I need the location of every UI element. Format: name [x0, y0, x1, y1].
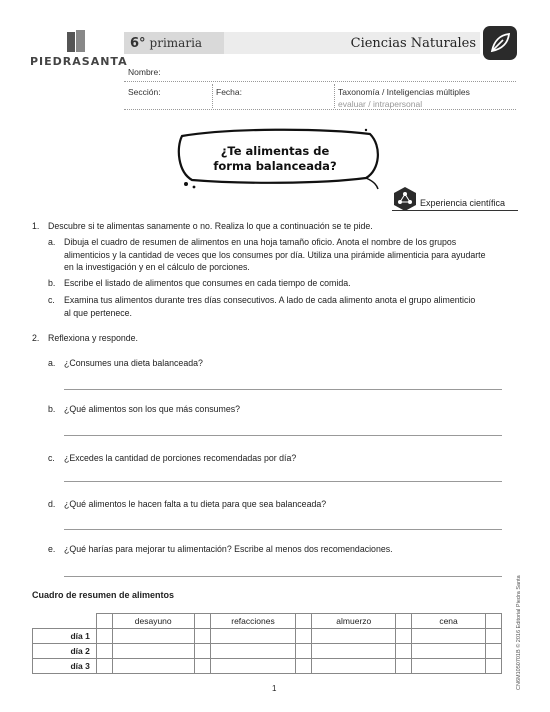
table-cell[interactable]	[210, 644, 296, 659]
question-c-letter: c.	[48, 453, 55, 463]
row-label-day-3: día 3	[33, 659, 97, 674]
name-line[interactable]	[124, 81, 516, 82]
column-header-desayuno: desayuno	[112, 614, 194, 629]
table-row	[33, 644, 502, 659]
instruction-2-text: Reflexiona y responde.	[48, 333, 138, 343]
question-a-letter: a.	[48, 358, 56, 368]
instruction-1c-line: Examina tus alimentos durante tres días consecutivos. A lado de cada alimento anota el grupo alimenticio	[64, 295, 476, 305]
table-cell[interactable]	[96, 659, 112, 674]
table-cell[interactable]	[312, 629, 396, 644]
question-a-text: ¿Consumes una dieta balanceada?	[64, 358, 203, 368]
table-cell[interactable]	[296, 629, 312, 644]
table-cell[interactable]	[296, 659, 312, 674]
table-cell[interactable]	[194, 644, 210, 659]
table-cell[interactable]	[210, 629, 296, 644]
table-row	[33, 629, 502, 644]
logo-text: PIEDRASANTA	[30, 55, 128, 68]
table-cell[interactable]	[112, 644, 194, 659]
leaf-icon	[483, 26, 517, 60]
table-cell[interactable]	[296, 614, 312, 629]
table-corner	[33, 614, 97, 629]
answer-line-a[interactable]	[64, 389, 502, 390]
book-logo-icon	[64, 30, 88, 52]
experience-label: Experiencia científica	[420, 198, 506, 208]
question-c-text: ¿Excedes la cantidad de porciones recomendadas por día?	[64, 453, 297, 463]
table-cell[interactable]	[412, 659, 486, 674]
instruction-1a-line: Dibuja el cuadro de resumen de alimentos en una hoja tamaño oficio. Anota el nombre de los grupos	[64, 237, 457, 247]
table-cell[interactable]	[112, 659, 194, 674]
instruction-1c-letter: c.	[48, 295, 55, 305]
instruction-1b-letter: b.	[48, 278, 56, 288]
page-number: 1	[272, 684, 277, 693]
table-cell[interactable]	[412, 629, 486, 644]
instruction-2-number: 2.	[32, 333, 40, 343]
divider	[334, 84, 335, 108]
instruction-1c-line: al que pertenece.	[64, 307, 132, 318]
table-cell[interactable]	[296, 644, 312, 659]
answer-line-c[interactable]	[64, 481, 502, 482]
answer-line-d[interactable]	[64, 529, 502, 530]
table-cell[interactable]	[396, 659, 412, 674]
table-cell[interactable]	[485, 614, 501, 629]
table-cell[interactable]	[112, 629, 194, 644]
title-line-2: forma balanceada?	[213, 159, 337, 173]
grade-bar	[124, 32, 224, 54]
table-cell[interactable]	[396, 614, 412, 629]
instruction-1a-line: en la investigación y en el cálculo de porciones.	[64, 262, 250, 272]
table-cell[interactable]	[96, 629, 112, 644]
divider	[212, 84, 213, 108]
taxonomy-value: evaluar / intrapersonal	[338, 99, 423, 109]
instruction-1b-line: Escribe el listado de alimentos que consumes en cada tiempo de comida.	[64, 278, 351, 288]
column-header-cena: cena	[412, 614, 486, 629]
table-cell[interactable]	[96, 614, 112, 629]
table-cell[interactable]	[396, 644, 412, 659]
column-header-refacciones: refacciones	[210, 614, 296, 629]
fields-bottom-line	[124, 109, 516, 110]
copyright-note: CN6M1050701B © 2016 Editorial Piedra Santa	[516, 575, 522, 690]
question-d-letter: d.	[48, 499, 56, 509]
table-cell[interactable]	[412, 644, 486, 659]
table-cell[interactable]	[210, 659, 296, 674]
date-label: Fecha:	[216, 87, 242, 97]
table-cell[interactable]	[485, 629, 501, 644]
summary-table-title: Cuadro de resumen de alimentos	[32, 590, 175, 600]
taxonomy-label: Taxonomía / Inteligencias múltiples	[338, 87, 470, 97]
instruction-1a-letter: a.	[48, 237, 56, 247]
table-cell[interactable]	[312, 659, 396, 674]
answer-line-b[interactable]	[64, 435, 502, 436]
column-header-almuerzo: almuerzo	[312, 614, 396, 629]
table-cell[interactable]	[96, 644, 112, 659]
experience-underline	[392, 210, 518, 211]
publisher-logo	[30, 30, 128, 68]
food-summary-table	[32, 613, 502, 674]
table-cell[interactable]	[194, 614, 210, 629]
table-cell[interactable]	[194, 629, 210, 644]
question-b-letter: b.	[48, 404, 56, 414]
grade-level: primaria	[149, 36, 203, 50]
table-cell[interactable]	[396, 629, 412, 644]
title-line-1: ¿Te alimentas de	[220, 144, 330, 158]
question-d-text: ¿Qué alimentos le hacen falta a tu dieta para que sea balanceada?	[64, 499, 327, 509]
table-cell[interactable]	[485, 659, 501, 674]
grade-number: 6°	[130, 35, 146, 51]
answer-line-e[interactable]	[64, 576, 502, 577]
question-e-letter: e.	[48, 544, 56, 554]
section-label: Sección:	[128, 87, 161, 97]
question-b-text: ¿Qué alimentos son los que más consumes?	[64, 404, 241, 414]
instruction-1-text: Descubre si te alimentas sanamente o no. Realiza lo que a continuación se te pide.	[48, 221, 373, 231]
row-label-day-1: día 1	[33, 629, 97, 644]
table-cell[interactable]	[312, 644, 396, 659]
table-cell[interactable]	[194, 659, 210, 674]
name-label: Nombre:	[128, 67, 161, 77]
instruction-1-number: 1.	[32, 221, 40, 231]
row-label-day-2: día 2	[33, 644, 97, 659]
table-cell[interactable]	[485, 644, 501, 659]
subject-title: Ciencias Naturales	[224, 32, 480, 54]
molecule-icon	[392, 186, 418, 212]
instruction-1a-line: alimenticios y la cantidad de veces que los consumes por día. Utiliza una pirámide alimenticia para ayudarte	[64, 249, 486, 260]
question-e-text: ¿Qué harías para mejorar tu alimentación? Escribe al menos dos recomendaciones.	[64, 544, 393, 554]
activity-title	[170, 144, 380, 174]
table-header-row	[33, 614, 502, 629]
table-row	[33, 659, 502, 674]
